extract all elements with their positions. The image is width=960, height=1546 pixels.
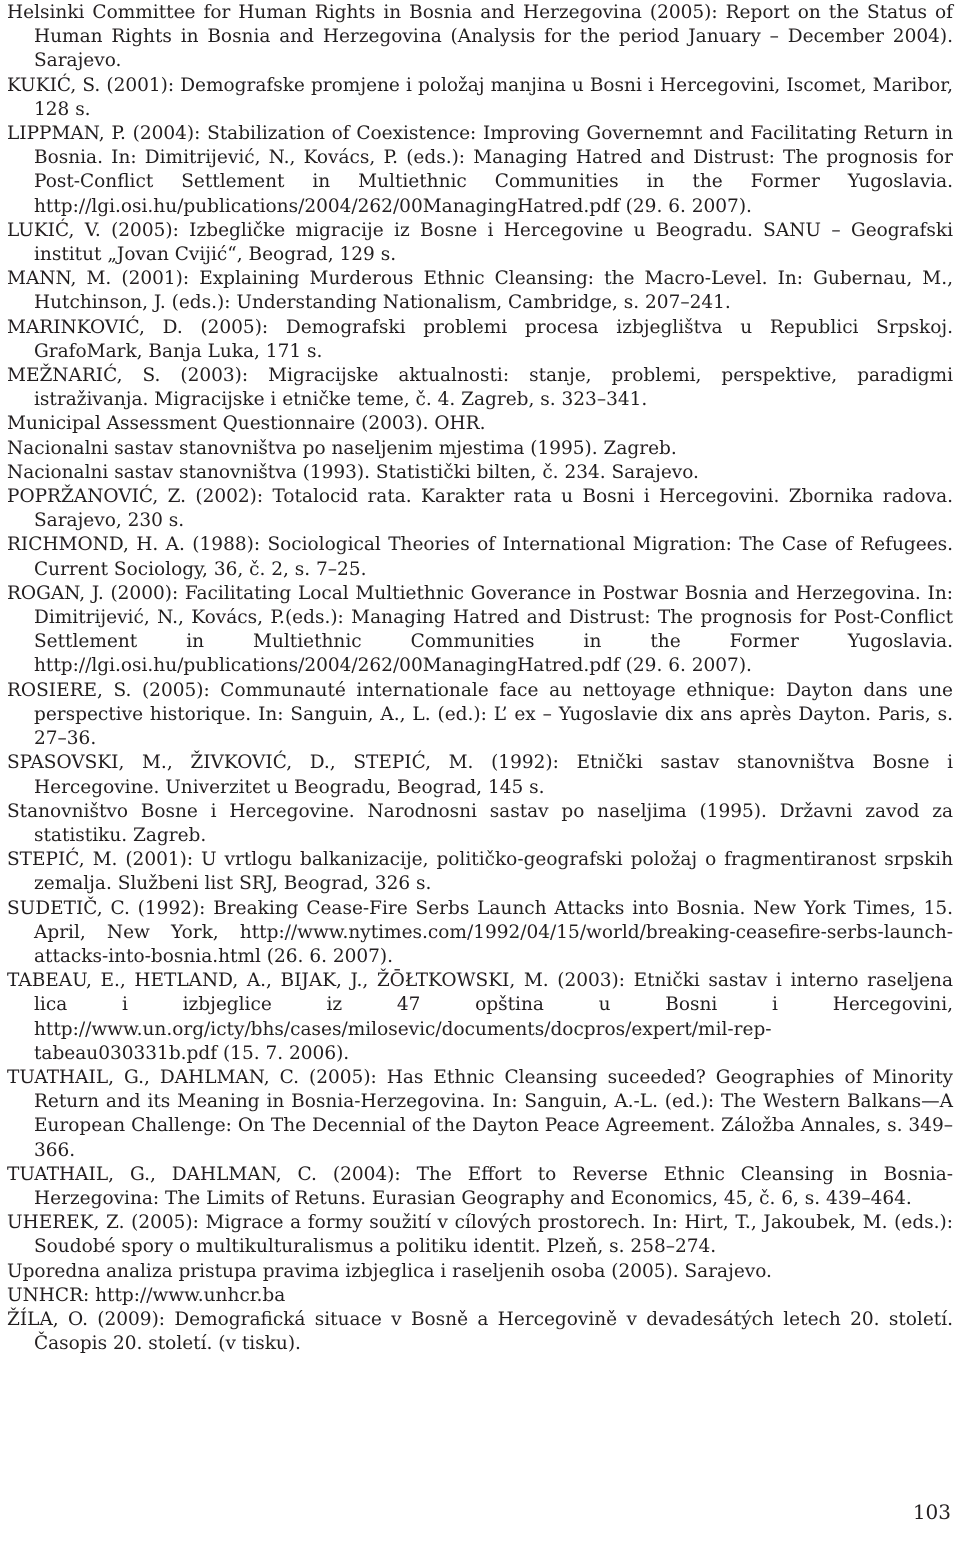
reference-entry-lukic: LUKIĆ, V. (2005): Izbegličke migracije iz Bosne i Hercegovine u Beogradu. SANU – Geografski institut „Jovan Cvijić“, Beograd, 129 s. [7,219,953,266]
reference-entry-rogan: ROGAN, J. (2000): Facilitating Local Multiethnic Goverance in Postwar Bosnia and Herzegovina. In: Dimitrijević, N., Kovács, P.(eds.): Managing Hatred and Distrust: The prognosis for Post-Conflict Settlement in Multiethnic Communities in the Former Yugoslavia. http://lgi.osi.hu/publications/2004/262/00ManagingHatred.pdf (29. 6. 2007). [7,582,953,677]
reference-entry-nacionalni-sastav-1995: Nacionalni sastav stanovništva po naseljenim mjestima (1995). Zagreb. [7,437,677,459]
reference-entry-nacionalni-sastav-1993: Nacionalni sastav stanovništva (1993). Statistički bilten, č. 234. Sarajevo. [7,461,699,483]
reference-entry-mann: MANN, M. (2001): Explaining Murderous Ethnic Cleansing: the Macro-Level. In: Gubernau, M., Hutchinson, J. (eds.): Understanding Nationalism, Cambridge, s. 207–241. [7,268,953,314]
reference-entry-stanovnistvo: Stanovništvo Bosne i Hercegovine. Narodnosni sastav po naseljima (1995). Državni zavod za statistiku. Zagreb. [7,800,953,846]
reference-entry-lippman: LIPPMAN, P. (2004): Stabilization of Coexistence: Improving Governemnt and Facilitating Return in Bosnia. In: Dimitrijević, N., Kovács, P. (eds.): Managing Hatred and Distrust: The prognosis for Post-Conflict Settlement in Multiethnic Communities in the Former Yugoslavia. http://lgi.osi.hu/publications/2004/262/00ManagingHatred.pdf (29. 6. 2007). [7,123,953,217]
reference-entry-richmond: RICHMOND, H. A. (1988): Sociological Theories of International Migration: The Case of Refugees. Current Sociology, 36, č. 2, s. 7–25. [7,534,953,580]
reference-entry-rosiere: ROSIERE, S. (2005): Communauté internationale face au nettoyage ethnique: Dayton dans une perspective historique. In: Sanguin, A., L. (ed.): L’ ex – Yugoslavie dix ans après Dayton. Paris, s. 27–36. [7,679,953,750]
reference-entry-spasovski: SPASOVSKI, M., ŽIVKOVIĆ, D., STEPIĆ, M. (1992): Etnički sastav stanovništva Bosne i Hercegovine. Univerzitet u Beogradu, Beograd, 145 s. [7,752,953,798]
reference-entry-zila: ŽÍLA, O. (2009): Demografická situace v Bosně a Hercegovině v devadesátých letech 20. století. Časopis 20. století. (v tisku). [7,1308,953,1355]
reference-entry-poprzanovic: POPRŽANOVIĆ, Z. (2002): Totalocid rata. Karakter rata u Bosni i Hercegovini. Zbornika radova. Sarajevo, 230 s. [7,486,953,532]
reference-entry-tabeau: TABEAU, E., HETLAND, A., BIJAK, J., ŽŌŁTKOWSKI, M. (2003): Etnički sastav i interno raseljena lica i izbjeglice iz 47 opština u Bosni i Hercegovini, http://www.un.org/icty/bhs/cases/milosevic/documents/docpros/expert/mil-rep-tabeau030331b.pdf (15. 7. 2006). [7,970,953,1064]
reference-entry-meznaric: MEŽNARIĆ, S. (2003): Migracijske aktualnosti: stanje, problemi, perspektive, paradigmi istraživanja. Migracijske i etničke teme, č. 4. Zagreb, s. 323–341. [7,365,953,411]
reference-list [7,1,953,1356]
reference-entry-kukic: KUKIĆ, S. (2001): Demografske promjene i položaj manjina u Bosni i Hercegovini, Iscomet, Maribor, 128 s. [7,74,953,120]
reference-entry-tuathail-2004: TUATHAIL, G., DAHLMAN, C. (2004): The Effort to Reverse Ethnic Cleansing in Bosnia-Herzegovina: The Limits of Retuns. Eurasian Geography and Economics, 45, č. 6, s. 439–464. [7,1163,953,1209]
reference-entry-stepic: STEPIĆ, M. (2001): U vrtlogu balkanizacije, političko-geografski položaj o fragmentiranost srpskih zemalja. Službeni list SRJ, Beograd, 326 s. [7,849,953,895]
reference-entry-municipal-assessment: Municipal Assessment Questionnaire (2003). OHR. [7,413,486,435]
reference-entry-helsinki-committee: Helsinki Committee for Human Rights in Bosnia and Herzegovina (2005): Report on the Status of Human Rights in Bosnia and Herzegovina (Analysis for the period January – December 2004). Sarajevo. [7,2,953,72]
reference-entry-marinkovic: MARINKOVIĆ, D. (2005): Demografski problemi procesa izbjeglištva u Republici Srpskoj. GrafoMark, Banja Luka, 171 s. [7,316,953,362]
reference-entry-sudetic: SUDETIČ, C. (1992): Breaking Cease-Fire Serbs Launch Attacks into Bosnia. New York Times, 15. April, New York, http://www.nytimes.com/1992/04/15/world/breaking-ceasefire-serbs-launch-attacks-into-bosnia.html (26. 6. 2007). [7,897,953,967]
reference-entry-tuathail-2005: TUATHAIL, G., DAHLMAN, C. (2005): Has Ethnic Cleansing suceeded? Geographies of Minority Return and its Meaning in Bosnia-Herzegovina. In: Sanguin, A.-L. (ed.): The Western Balkans—A European Challenge: On The Decennial of the Dayton Peace Agreement. Záložba Annales, s. 349–366. [7,1066,953,1161]
reference-entry-unhcr: UNHCR: http://www.unhcr.ba [7,1284,286,1306]
page-number: 103 [912,1500,951,1524]
reference-entry-uherek: UHEREK, Z. (2005): Migrace a formy soužití v cílových prostorech. In: Hirt, T., Jakoubek, M. (eds.): Soudobé spory o multikulturalismus a politiku identit. Plzeň, s. 258–274. [7,1212,953,1258]
reference-entry-uporedna-analiza: Uporedna analiza pristupa pravima izbjeglica i raseljenih osoba (2005). Sarajevo. [7,1260,772,1282]
